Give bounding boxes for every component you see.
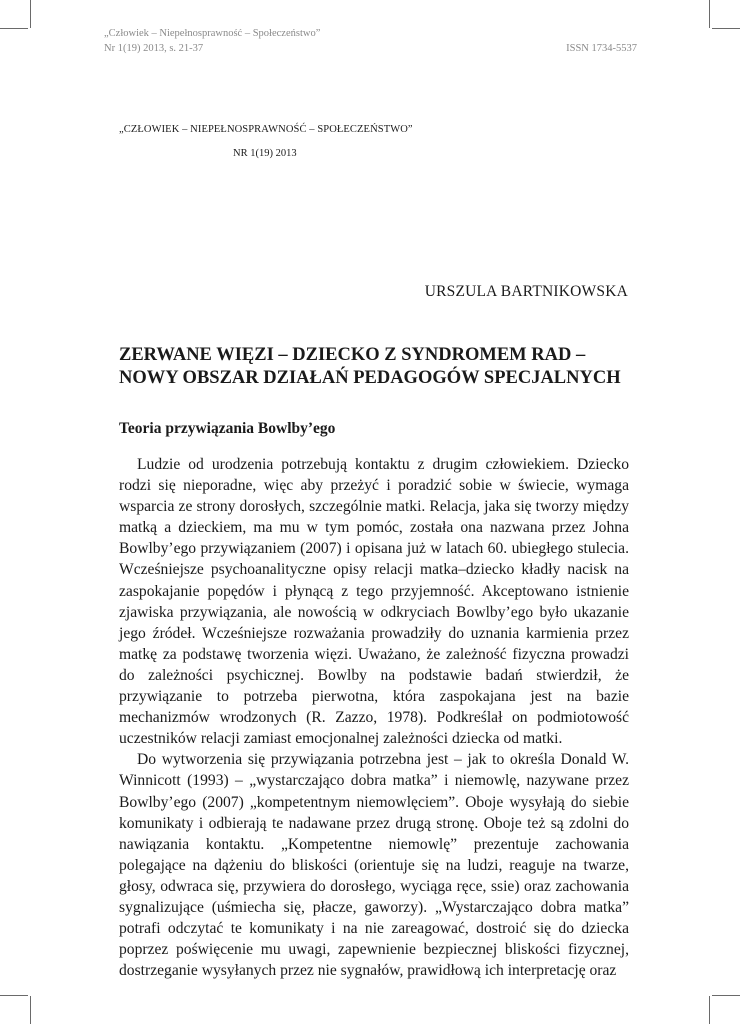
crop-mark-bottom-left (30, 996, 31, 1024)
body-paragraph-2: Do wytworzenia się przywiązania potrzebna jest – jak to określa Donald W. Winnicott (1993) – „wystarczająco dobra matka” i niemowlę, nazywane przez Bowlby’ego (2007) „kompetentnym niemowlęciem”. Oboje wysyłają do siebie komunikaty i odbierają te nadawane przez drugą stronę. Oboje też są zdolni do nawiązania kontaktu. „Kompetentne niemowlę” prezentuje zachowania polegające na dążeniu do bliskości (orientuje się na ludzi, reaguje na twarze, głosy, odwraca się, przywiera do dorosłego, wyciąga ręce, ssie) oraz zachowania sygnalizujące (uśmiecha się, płacze, gaworzy). „Wystarczająco dobra matka” potrafi odczytać te komunikaty i na nie zareagować, dostroić się do dziecka poprzez poświęcenie mu uwagi, zapewnienie bezpiecznej bliskości fizycznej, dostrzeganie wysyłanych przez nie sygnałów, prawidłową ich interpretację oraz (119, 751, 629, 980)
running-header (104, 26, 320, 56)
running-title: „Człowiek – Niepełnosprawność – Społeczeństwo” (104, 28, 321, 39)
issue-pages: Nr 1(19) 2013, s. 21-37 (104, 43, 204, 54)
crop-mark-bottom-left-horizontal (0, 995, 28, 996)
body-paragraph-1: Ludzie od urodzenia potrzebują kontaktu z drugim człowiekiem. Dziecko rodzi się nieporadne, więc aby przeżyć i poradzić sobie w świecie, wymaga wsparcia ze strony dorosłych, szczególnie matki. Relacja, jaka się tworzy między matką a dzieckiem, ma mu w tym pomóc, została ona nazwana przez Johna Bowlby’ego przywiązaniem (2007) i opisana już w latach 60. ubiegłego stulecia. Wcześniejsze psychoanalityczne opisy relacji matka–dziecko kładły nacisk na zaspokajanie popędów i płynącą z tego przyjemność. Akceptowano istnienie zjawiska przywiązania, ale nowością w odkryciach Bowlby’ego było ukazanie jego źródeł. Wcześniejsze rozważania prowadziły do uznania karmienia przez matkę za podstawę tworzenia więzi. Uważano, że zależność fizyczna prowadzi do zależności psychicznej. Bowlby na podstawie badań stwierdził, że przywiązanie to potrzeba pierwotna, która zaspokajana jest na bazie mechanizmów wrodzonych (R. Zazzo, 1978). Podkreślał on podmiotowość uczestników relacji zamiast emocjonalnej zależności dziecka od matki. (119, 456, 629, 748)
journal-title: „CZŁOWIEK – NIEPEŁNOSPRAWNOŚĆ – SPOŁECZEŃSTWO” (119, 124, 413, 135)
crop-mark-top-right (709, 0, 710, 28)
article-title-line-1: ZERWANE WIĘZI – DZIECKO Z SYNDROMEM RAD – (119, 345, 586, 365)
article-body (119, 454, 629, 981)
crop-mark-top-left (30, 0, 31, 28)
crop-mark-top-left-horizontal (0, 28, 28, 29)
issn-number: ISSN 1734-5537 (566, 43, 637, 54)
article-author: URSZULA BARTNIKOWSKA (424, 283, 628, 300)
crop-mark-bottom-right (709, 996, 710, 1024)
crop-mark-bottom-right-horizontal (712, 995, 740, 996)
crop-mark-top-right-horizontal (712, 28, 740, 29)
article-title (119, 344, 639, 390)
section-heading: Teoria przywiązania Bowlby’ego (119, 420, 336, 437)
article-title-line-2: NOWY OBSZAR DZIAŁAŃ PEDAGOGÓW SPECJALNYCH (119, 368, 621, 388)
journal-issue: NR 1(19) 2013 (233, 148, 297, 159)
